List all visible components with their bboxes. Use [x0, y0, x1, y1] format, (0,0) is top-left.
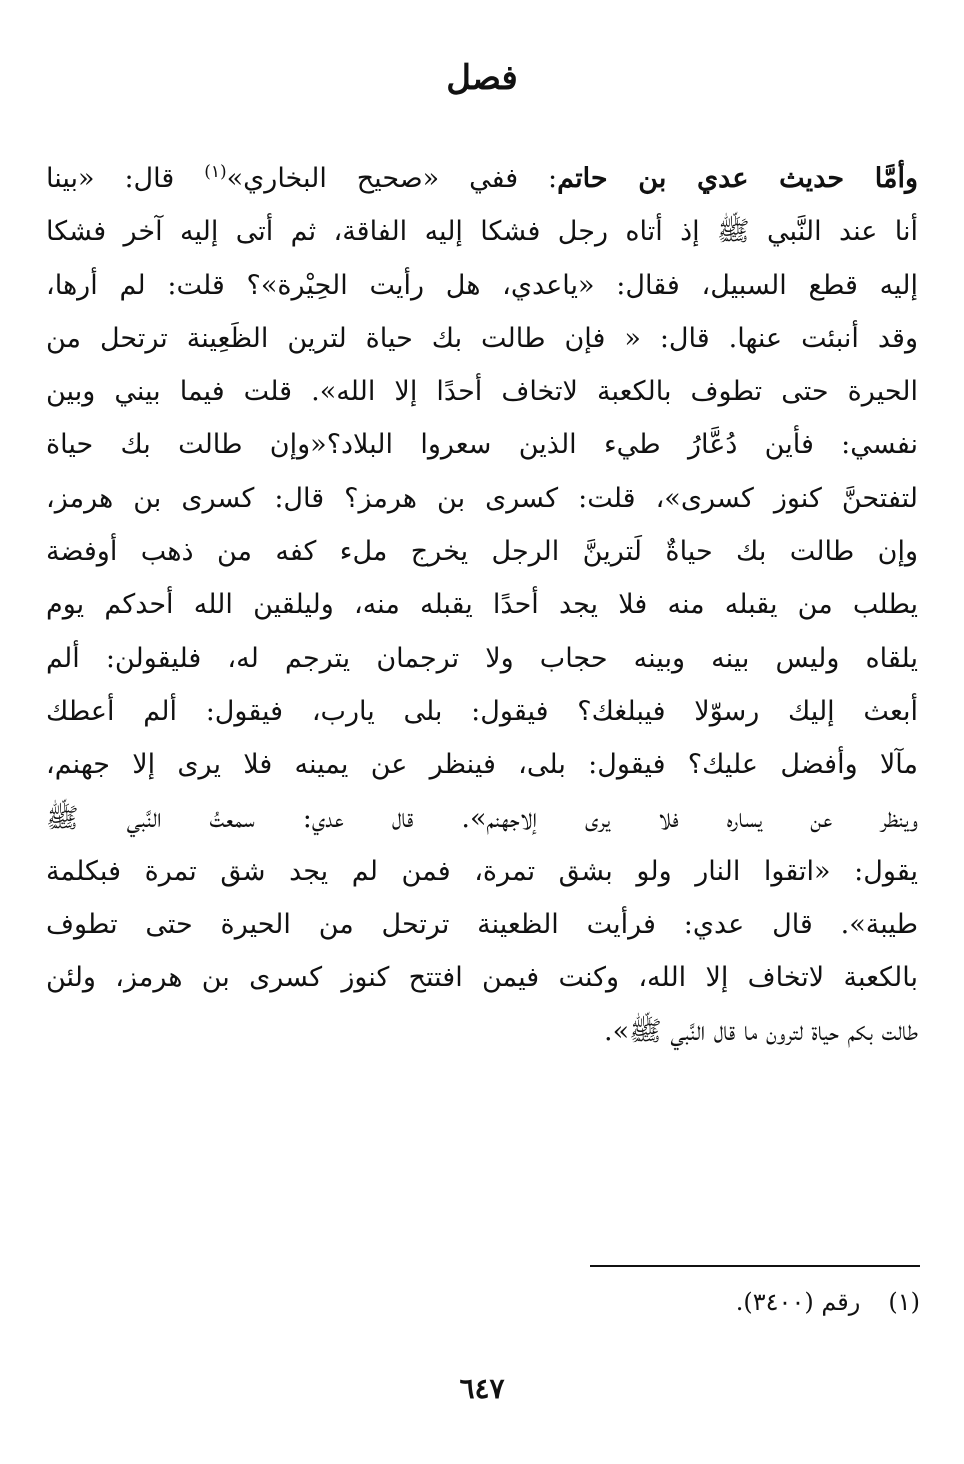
paragraph-line-14: يقول: «اتقوا النار ولو بشق تمرة، فمن لم يجد شق تمرة فبكلمة: [46, 855, 918, 887]
paragraph-line-10: يلقاه وليس بينه وبينه حجاب ولا ترجمان يترجم له، فليقولن: ألم: [46, 642, 918, 674]
footnote: [500, 1288, 920, 1316]
paragraph-line-12: مآلا وأفضل عليك؟ فيقول: بلى، فينظر عن يمينه فلا يرى إلا جهنم،: [46, 749, 918, 781]
paragraph-line-9: يطلب من يقبله منه فلا يجد أحدًا يقبله منه، وليلقين الله أحدكم يوم: [46, 589, 918, 621]
paragraph-lead: وأمَّا حديث عدي بن حاتم: [557, 163, 918, 194]
paragraph-line-16: بالكعبة لاتخاف إلا الله، وكنت فيمن افتتح كنوز كسرى بن هرمز، ولئن: [46, 962, 918, 994]
footnote-text: رقم (٣٤٠٠).: [735, 1288, 861, 1316]
footnote-number: (١): [888, 1288, 920, 1316]
page-number: ٦٤٧: [459, 1372, 505, 1405]
paragraph-line-15: طيبة». قال عدي: فرأيت الظعينة ترتحل من الحيرة حتى تطوف: [46, 909, 918, 941]
paragraph-line-1-part-a: : ففي «صحيح البخاري»: [226, 163, 558, 194]
paragraph-line-1: [46, 152, 918, 205]
footnote-divider: [590, 1265, 920, 1267]
paragraph-line-3: إليه قطع السبيل، فقال: «ياعدي، هل رأيت الحِيْرة»؟ قلت: لم أرها،: [46, 269, 918, 301]
paragraph-line-2: أنا عند النَّبي ﷺ إذ أتاه رجل فشكا إليه الفاقة، ثم أتى إليه آخر فشكا: [46, 216, 918, 248]
paragraph-line-6: نفسي: فأين دُعَّارُ طيء الذين سعروا البلاد؟«وإن طالت بك حياة: [46, 429, 918, 461]
section-heading: فصل: [446, 58, 518, 98]
footnote-marker: (١): [204, 162, 227, 182]
paragraph-line-4: وقد أنبئت عنها. قال: « فإن طالت بك حياة لترين الظَعِينة ترتحل من: [46, 322, 918, 354]
paragraph-line-7: لتفتحنَّ كنوز كسرى»، قلت: كسرى بن هرمز؟ قال: كسرى بن هرمز،: [46, 482, 918, 514]
main-paragraph: [46, 152, 918, 1058]
paragraph-line-17: طالت بكم حياة لترون ما قال النَّبي ﷺ».: [604, 1015, 918, 1047]
paragraph-line-11: أبعث إليك رسوّلا فيبلغك؟ فيقول: بلى يارب، فيقول: ألم أعطك: [46, 695, 918, 727]
paragraph-line-13: وينظر عن يساره فلا يرى إلاجهنم». قال عدي: سمعتُ النَّبي ﷺ: [46, 802, 918, 834]
paragraph-line-8: وإن طالت بك حياةٌ لَترينَّ الرجل يخرج ملء كفه من ذهب أوفضة: [46, 536, 918, 568]
paragraph-line-1-part-b: قال: «بينا: [46, 163, 205, 194]
paragraph-line-5: الحيرة حتى تطوف بالكعبة لاتخاف أحدًا إلا الله». قلت فيما بيني وبين: [46, 376, 918, 408]
